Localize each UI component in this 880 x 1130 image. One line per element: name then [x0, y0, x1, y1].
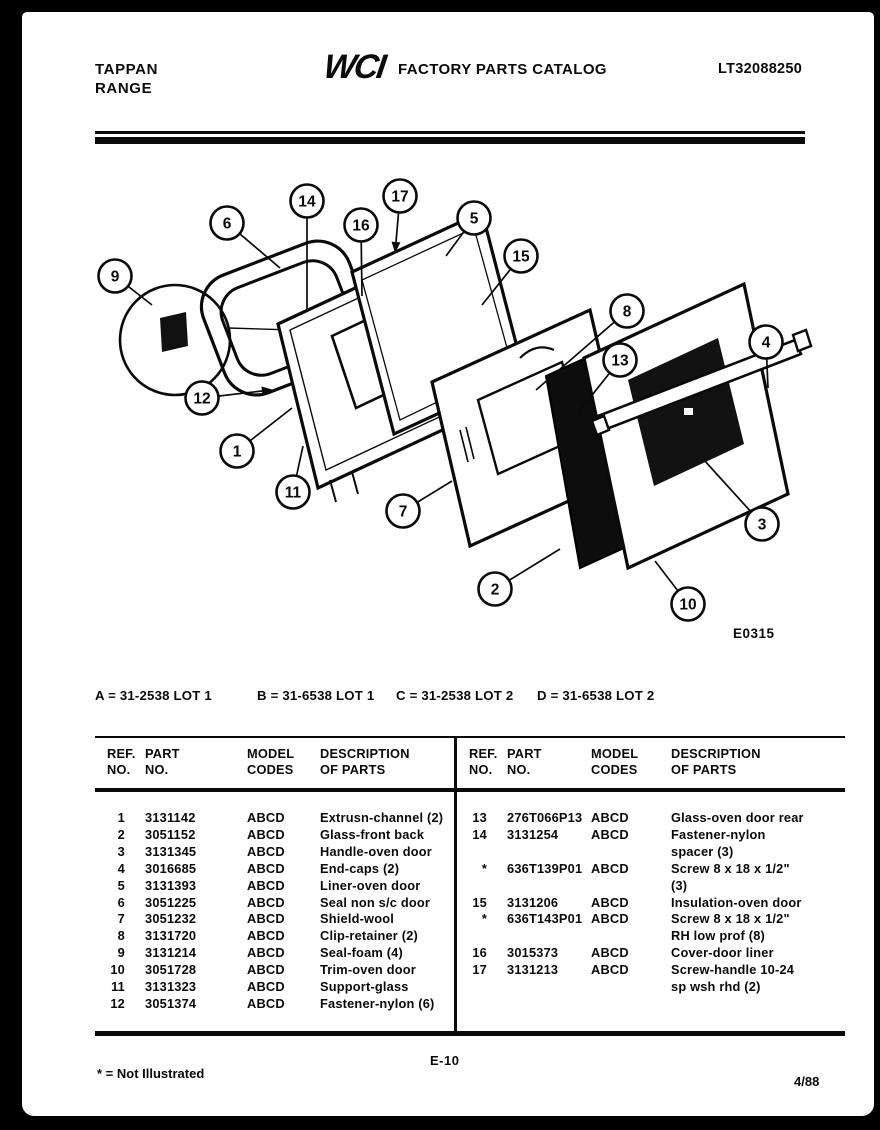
callout-balloon-6 — [211, 207, 244, 240]
parts-list-right — [469, 810, 834, 996]
not-illustrated-note: * = Not Illustrated — [97, 1066, 205, 1081]
svg-text:12: 12 — [193, 390, 211, 408]
callout-balloon-15 — [505, 240, 538, 273]
table-row: 17 3131213 ABCD Screw-handle 10-24 sp wsh rhd (2) — [472, 962, 795, 995]
table-row: 13 276T066P13 ABCD Glass-oven door rear — [472, 810, 804, 825]
table-header-right — [469, 746, 761, 777]
header-desc: DESCRIPTION OF PARTS — [320, 746, 410, 777]
table-row: 2 3051152 ABCD Glass-front back — [117, 826, 425, 842]
document-number: LT32088250 — [718, 61, 803, 77]
svg-text:8: 8 — [622, 303, 632, 321]
brand-line1: TAPPAN — [95, 61, 159, 78]
table-row: 16 3015373 ABCD Cover-door liner — [472, 945, 774, 961]
header-ref: REF. NO. — [469, 746, 498, 777]
header-ref: REF. NO. — [107, 746, 136, 777]
callout-balloon-3 — [746, 508, 779, 541]
svg-text:4: 4 — [761, 334, 771, 352]
callout-balloon-2 — [479, 573, 512, 606]
table-row: 4 3016685 ABCD End-caps (2) — [117, 860, 400, 876]
svg-text:17: 17 — [391, 188, 409, 206]
table-row: * 636T143P01 ABCD Screw 8 x 18 x 1/2" RH low prof (8) — [481, 911, 790, 944]
table-row: 8 3131720 ABCD Clip-retainer (2) — [117, 928, 418, 944]
svg-text:9: 9 — [110, 268, 120, 286]
page-number: E-10 — [430, 1053, 460, 1068]
window-reflection-mark — [684, 408, 693, 415]
table-row: 7 3051232 ABCD Shield-wool — [117, 911, 395, 927]
table-top-border — [95, 736, 845, 738]
header-rule-thin — [95, 131, 805, 134]
callout-balloon-8 — [611, 295, 644, 328]
table-row: 15 3131206 ABCD Insulation-oven door — [472, 894, 802, 910]
table-header-left — [107, 746, 410, 777]
callout-balloon-13 — [604, 344, 637, 377]
fastener-detail — [160, 312, 188, 352]
table-row: 6 3051225 ABCD Seal non s/c door — [117, 894, 431, 910]
revision-date: 4/88 — [794, 1074, 820, 1089]
table-row: 5 3131393 ABCD Liner-oven door — [117, 877, 421, 893]
callout-balloon-9 — [99, 260, 132, 293]
svg-text:5: 5 — [469, 210, 479, 228]
callout-balloon-14 — [291, 185, 324, 218]
header-codes: MODEL CODES — [247, 746, 295, 777]
svg-text:15: 15 — [512, 248, 530, 266]
table-row: 14 3131254 ABCD Fastener-nylon spacer (3) — [472, 826, 766, 859]
lot-legend-item: D = 31-6538 LOT 2 — [537, 688, 655, 703]
header-desc: DESCRIPTION OF PARTS — [671, 746, 761, 777]
header-part: PART NO. — [507, 746, 542, 777]
header-codes: MODEL CODES — [591, 746, 639, 777]
exploded-view-diagram — [0, 150, 880, 690]
callout-balloon-10 — [672, 588, 705, 621]
callout-balloon-7 — [387, 495, 420, 528]
svg-text:1: 1 — [232, 443, 242, 461]
table-header-rule — [95, 788, 845, 792]
svg-text:10: 10 — [679, 596, 697, 614]
table-center-divider — [454, 736, 457, 1036]
callout-balloon-5 — [458, 202, 491, 235]
svg-text:2: 2 — [490, 581, 500, 599]
wci-logo: WCI — [321, 48, 387, 86]
svg-text:11: 11 — [284, 484, 302, 502]
svg-text:16: 16 — [352, 217, 370, 235]
table-row: 1 3131142 ABCD Extrusn-channel (2) — [117, 810, 444, 825]
brand-name — [95, 60, 158, 98]
table-bottom-border — [95, 1031, 845, 1036]
parts-list-left — [107, 810, 452, 1013]
lot-legend-item: C = 31-2538 LOT 2 — [396, 688, 514, 703]
table-row: 11 3131323 ABCD Support-glass — [111, 979, 409, 995]
lot-legend-item: A = 31-2538 LOT 1 — [95, 688, 212, 703]
header-rule-thick — [95, 137, 805, 144]
svg-text:13: 13 — [611, 352, 629, 370]
table-row: 12 3051374 ABCD Fastener-nylon (6) — [110, 995, 435, 1011]
callout-balloon-4 — [750, 326, 783, 359]
brand-line2: RANGE — [95, 80, 153, 97]
svg-text:14: 14 — [298, 193, 316, 211]
svg-text:3: 3 — [757, 516, 767, 534]
callout-balloon-11 — [277, 476, 310, 509]
callout-balloon-16 — [345, 209, 378, 242]
table-row: 3 3131345 ABCD Handle-oven door — [117, 843, 432, 859]
header-part: PART NO. — [145, 746, 180, 777]
callout-balloon-12 — [186, 382, 219, 415]
figure-code: E0315 — [733, 626, 775, 641]
svg-text:6: 6 — [222, 215, 232, 233]
callout-balloon-17 — [384, 180, 417, 213]
callout-balloon-1 — [221, 435, 254, 468]
lot-legend-item: B = 31-6538 LOT 1 — [257, 688, 375, 703]
table-row: 10 3051728 ABCD Trim-oven door — [110, 962, 416, 978]
svg-text:7: 7 — [398, 503, 408, 521]
table-row: 9 3131214 ABCD Seal-foam (4) — [117, 945, 403, 961]
catalog-title: FACTORY PARTS CATALOG — [398, 61, 607, 78]
table-row: * 636T139P01 ABCD Screw 8 x 18 x 1/2" (3) — [481, 860, 790, 893]
